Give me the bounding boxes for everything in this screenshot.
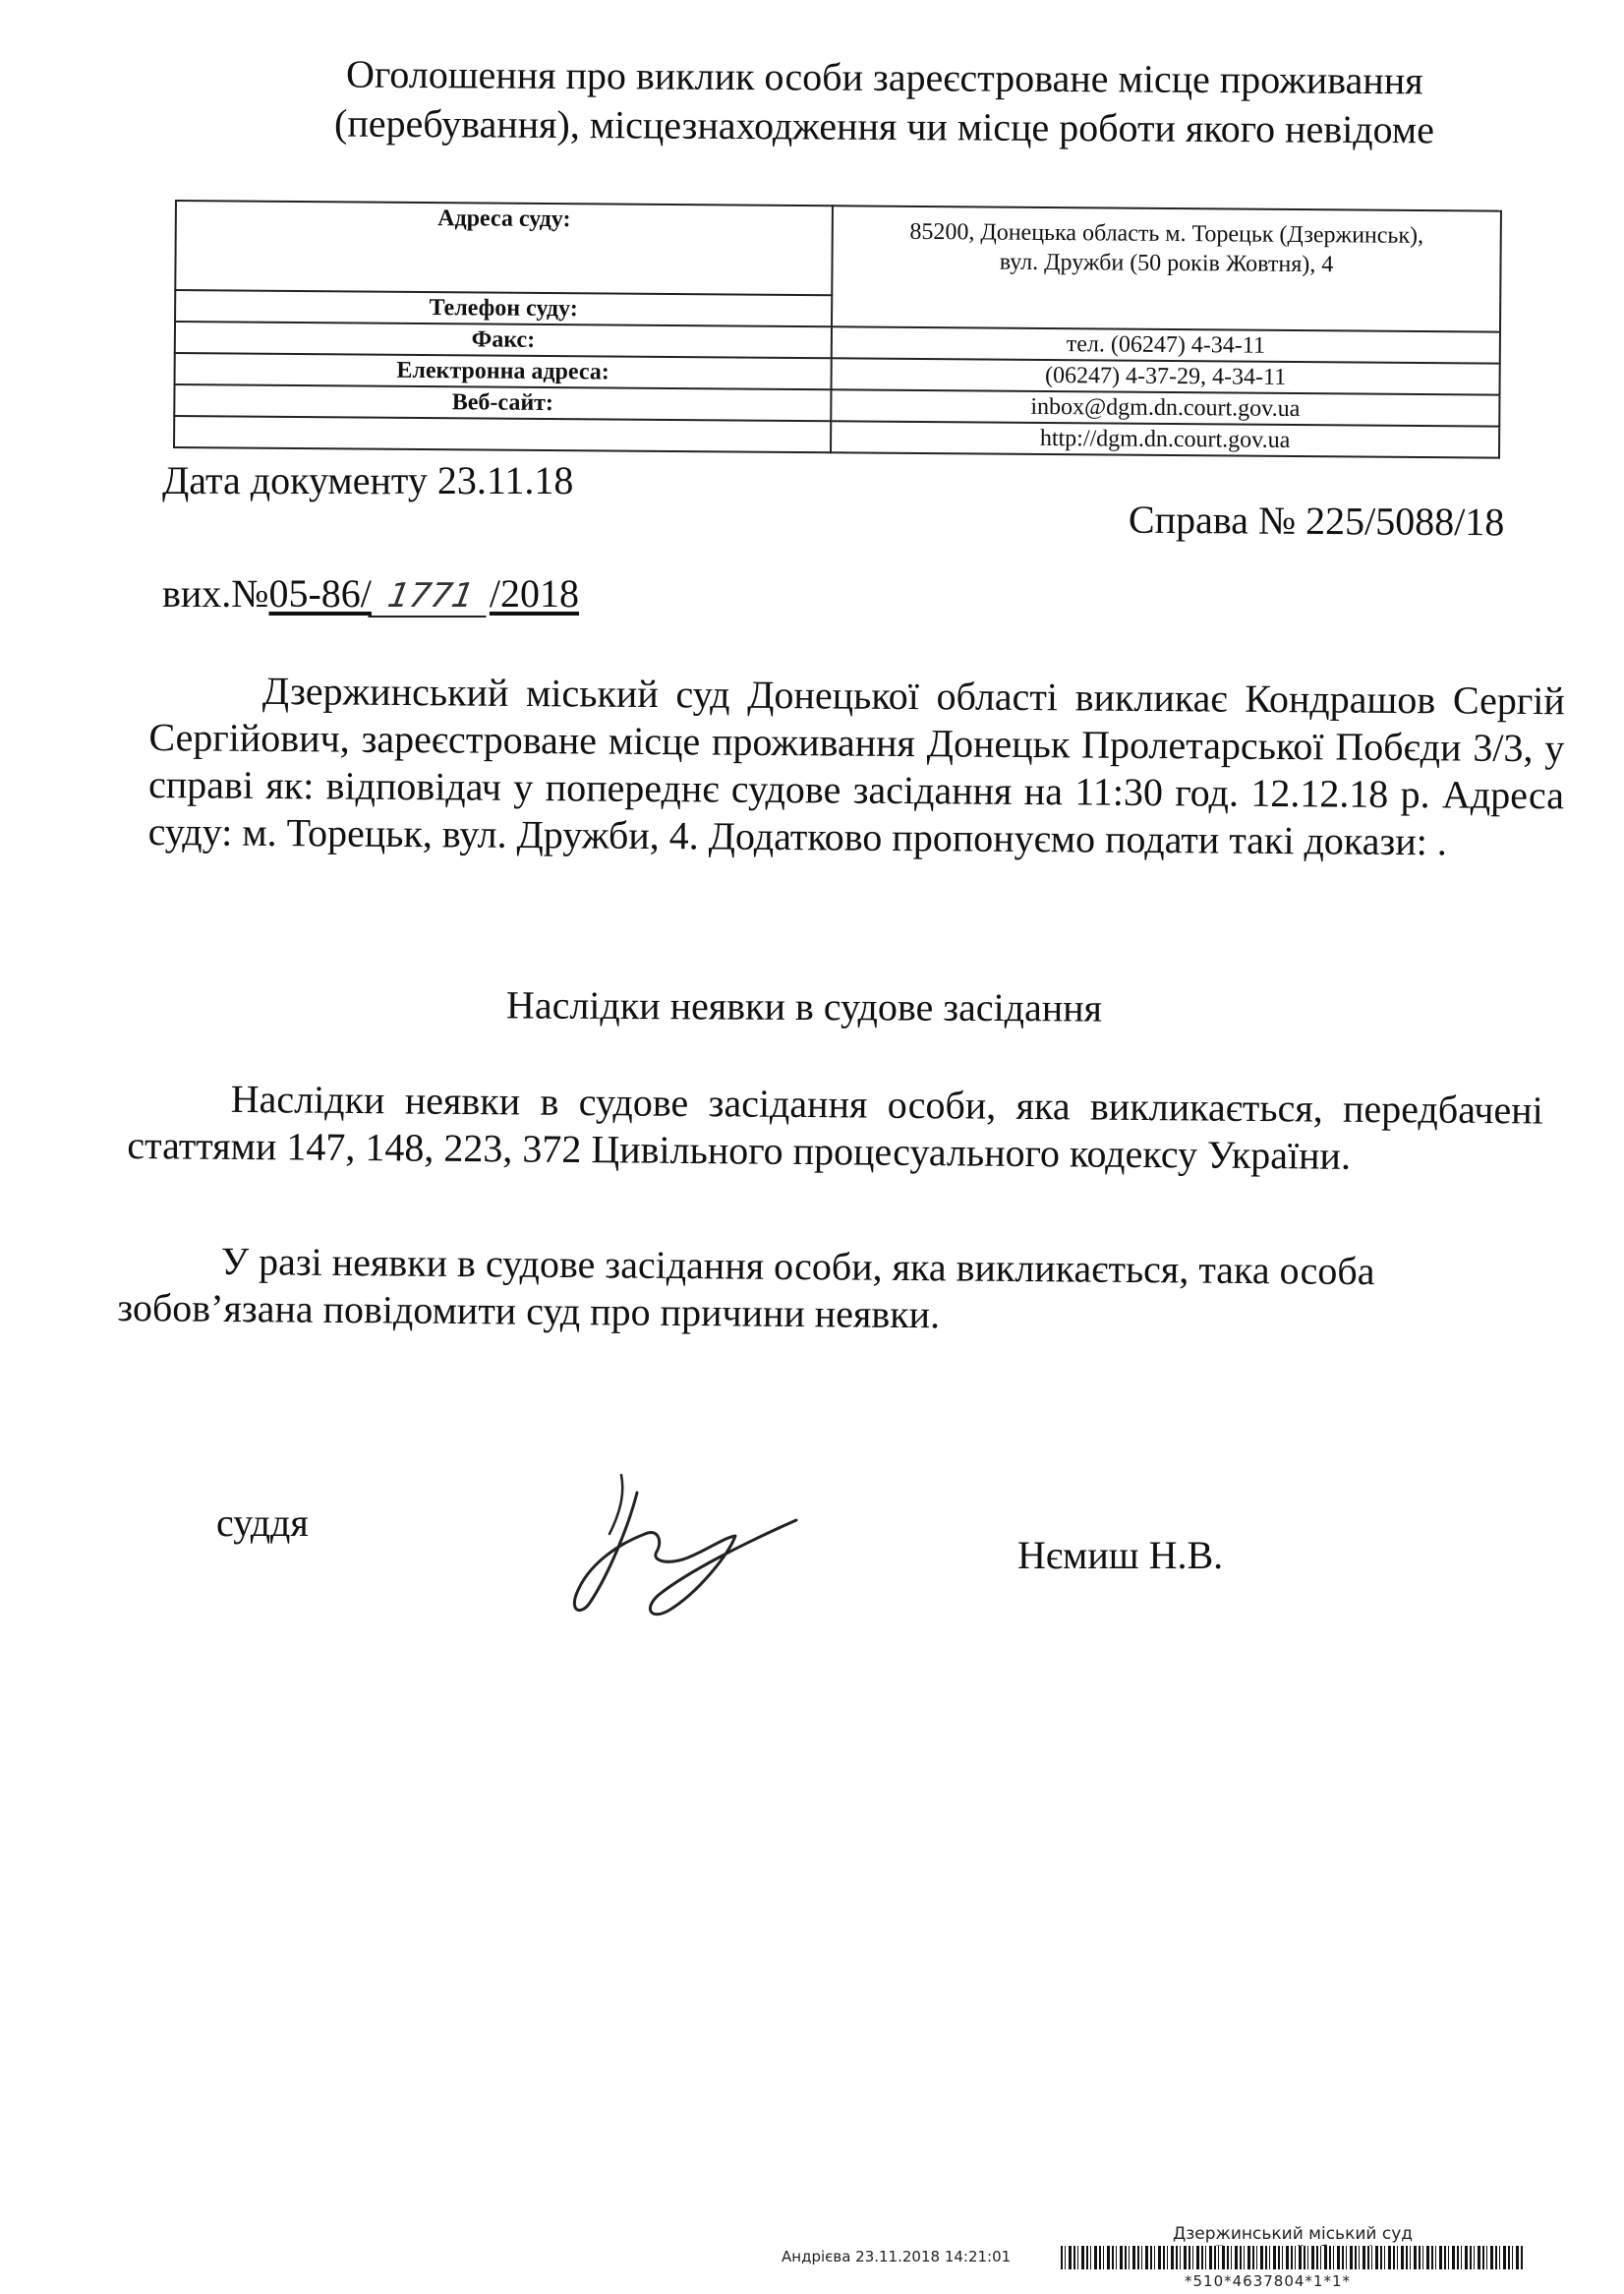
outgoing-handwritten-number: 1771 [368, 576, 493, 618]
table-row [175, 201, 1501, 301]
judge-name: Нємиш Н.В. [1017, 1533, 1224, 1577]
barcode-code: *510*4637804*1*1* [1185, 2272, 1352, 2290]
summons-paragraph: Дзержинський міський суд Донецької області викликає Кондрашов Сергій Сергійович, зареєстроване місце проживання Донецьк Пролетарської Побєди 3/3, у справі як: відповідач у попереднє судове засідання на 11:30 год. 12.12.18 р. Адреса суду: м. Торецьк, вул. Дружби, 4. Додатково пропонуємо подати такі докази: . [147, 668, 1565, 864]
court-empty-label [174, 416, 831, 452]
court-address-line-1: 85200, Донецька область м. Торецьк (Дзержинськ), [909, 218, 1424, 249]
court-website-label: Веб-сайт: [174, 384, 831, 421]
outgoing-prefix: вих.№ [162, 571, 269, 616]
outgoing-year: /2018 [489, 571, 580, 616]
outgoing-number [162, 570, 579, 618]
document-title [245, 49, 1524, 155]
handwritten-signature [560, 1465, 816, 1622]
document-date: Дата документу 23.11.18 [162, 458, 574, 502]
case-number: Справа № 225/5088/18 [1128, 497, 1505, 545]
duty-paragraph: У разі неявки в судове засідання особи, яка викликається, така особа зобов’язана повідомити суд про причини неявки. [117, 1238, 1375, 1337]
court-phone-value: тел. (06247) 4-34-11 [832, 326, 1500, 363]
consequences-paragraph: Наслідки неявки в судове засідання особи, яка викликається, передбачені статтями 147, 148, 223, 372 Цивільного процесуального кодексу України. [127, 1076, 1543, 1178]
court-email-label: Електронна адреса: [175, 353, 832, 389]
registration-stamp [782, 2217, 1529, 2294]
consequences-heading: Наслідки неявки в судове засідання [505, 982, 1103, 1030]
court-email-value: inbox@dgm.dn.court.gov.ua [831, 389, 1499, 426]
court-website-value: http://dgm.dn.court.gov.ua [831, 421, 1499, 457]
title-line-2: (перебування), місцезнаходження чи місце роботи якого невідоме [333, 100, 1435, 152]
court-address-label: Адреса суду: [175, 201, 833, 295]
court-address-line-2: вул. Дружби (50 років Жовтня), 4 [999, 249, 1334, 278]
court-fax-label: Факс: [175, 322, 832, 358]
judge-role-label: суддя [216, 1500, 309, 1545]
title-line-1: Оголошення про виклик особи зареєстроване місце проживання [345, 51, 1423, 103]
stamp-clerk-timestamp: Андрієва 23.11.2018 14:21:01 [782, 2248, 1012, 2265]
barcode [1061, 2246, 1523, 2269]
court-address-value [832, 206, 1501, 331]
court-phone-label: Телефон суду: [175, 290, 832, 326]
stamp-court-line-1: Дзержинський міський суд [1172, 2224, 1414, 2244]
outgoing-series: 05-86/ [268, 571, 372, 616]
court-fax-value: (06247) 4-37-29, 4-34-11 [832, 358, 1500, 394]
court-details-table [173, 200, 1502, 459]
